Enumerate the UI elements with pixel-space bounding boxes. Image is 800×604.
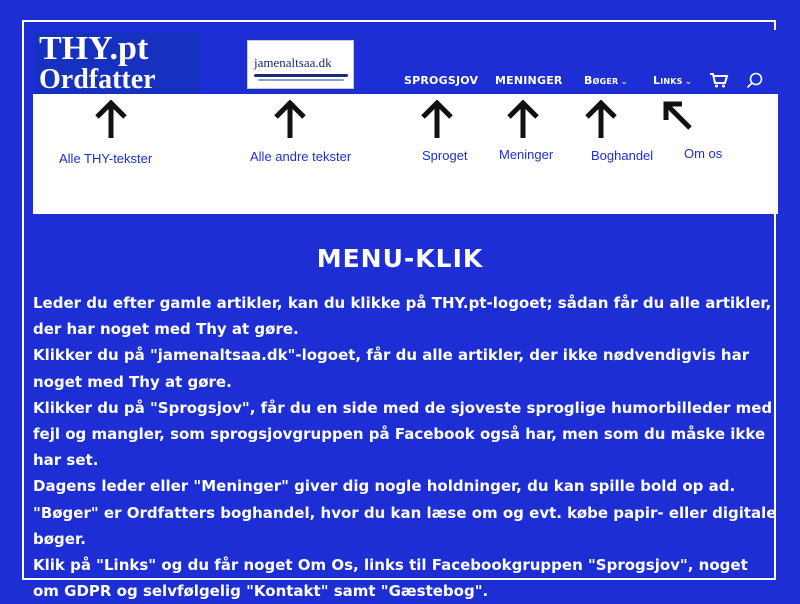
search-icon[interactable] bbox=[746, 72, 764, 89]
chevron-down-icon: ⌄ bbox=[620, 77, 629, 87]
menu-screenshot-banner bbox=[33, 30, 778, 214]
arrow-up-icon bbox=[419, 100, 455, 140]
logo-wave-decoration bbox=[254, 74, 348, 77]
caption-sproget: Sproget bbox=[422, 148, 468, 163]
arrow-up-icon bbox=[505, 100, 541, 140]
paragraph: Klikker du på "Sprogsjov", får du en side med de sjoveste sproglige humorbilleder med fejl og mangler, som sprogsjovgruppen på Facebook også har, men som du måske ikke har set. bbox=[33, 398, 773, 470]
caption-om-os: Om os bbox=[684, 146, 723, 161]
nav-meninger-label: MENINGER bbox=[495, 74, 563, 87]
caption-alle-andre-tekster: Alle andre tekster bbox=[250, 149, 352, 164]
nav-meninger[interactable] bbox=[495, 74, 563, 87]
cart-icon[interactable] bbox=[709, 72, 729, 88]
thy-logo[interactable] bbox=[35, 32, 200, 94]
arrow-up-left-icon bbox=[660, 98, 696, 132]
nav-sprogsjov[interactable] bbox=[404, 74, 478, 87]
caption-alle-thy-tekster: Alle THY-tekster bbox=[59, 151, 153, 166]
paragraph: Dagens leder eller "Meninger" giver dig nogle holdninger, du kan spille bold op ad. bbox=[33, 477, 736, 496]
paragraph: "Bøger" er Ordfatters boghandel, hvor du kan læse om og evt. købe papir- eller digitale bøger. bbox=[33, 503, 777, 548]
arrow-up-icon bbox=[93, 100, 129, 140]
paragraph: Leder du efter gamle artikler, kan du klikke på THY.pt-logoet; sådan får du alle artikler, der har noget med Thy at gøre. bbox=[33, 294, 772, 339]
explanation-text bbox=[33, 290, 778, 604]
nav-sprogsjov-label: SPROGSJOV bbox=[404, 74, 479, 87]
jamenaltsaa-logo-text: jamenaltsaa.dk bbox=[254, 55, 332, 70]
logo-wave-decoration bbox=[258, 79, 344, 81]
arrow-up-icon bbox=[272, 100, 308, 140]
thy-logo-line2: Ordfatter bbox=[39, 64, 156, 95]
nav-boger[interactable] bbox=[584, 74, 628, 87]
paragraph: Klikker du på "jamenaltsaa.dk"-logoet, får du alle artikler, der ikke nødvendigvis har noget med Thy at gøre. bbox=[33, 346, 750, 391]
caption-boghandel: Boghandel bbox=[591, 148, 654, 163]
nav-bar bbox=[33, 30, 778, 94]
arrow-up-icon bbox=[583, 100, 619, 140]
nav-boger-label: Bøger bbox=[584, 74, 619, 87]
chevron-down-icon: ⌄ bbox=[684, 77, 693, 87]
thy-logo-line1: THY.pt bbox=[39, 30, 149, 67]
nav-links[interactable] bbox=[653, 74, 692, 87]
jamenaltsaa-logo[interactable] bbox=[247, 40, 354, 89]
nav-links-label: Links bbox=[653, 74, 683, 87]
page-title: MENU-KLIK bbox=[316, 244, 484, 273]
paragraph: Klik på "Links" og du får noget Om Os, links til Facebookgruppen "Sprogsjov", noget om GDPR og selvfølgelig "Kontakt" samt "Gæstebog". bbox=[33, 556, 748, 601]
caption-meninger: Meninger bbox=[499, 147, 554, 162]
